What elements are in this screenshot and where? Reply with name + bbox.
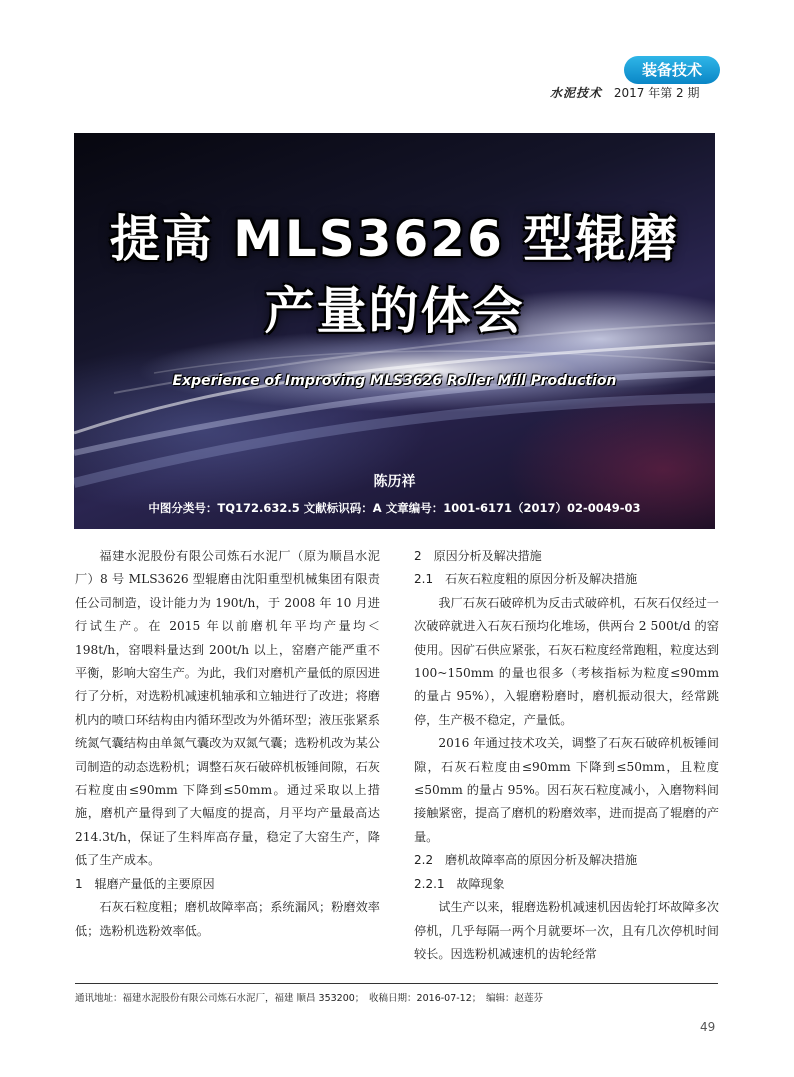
section-1-paragraph: 石灰石粒度粗；磨机故障率高；系统漏风；粉磨效率低；选粉机选粉效率低。 [75,900,380,938]
footnote-divider [75,983,718,984]
page-number: 49 [700,1020,716,1034]
subsection-heading-2-2-1: 2.2.1 故障现象 [414,876,505,891]
right-column [414,545,719,966]
footnote: 通讯地址：福建水泥股份有限公司炼石水泥厂，福建 顺昌 353200； 收稿日期：2016-07-12； 编辑：赵莲芬 [75,993,544,1004]
classification-line: 中图分类号：TQ172.632.5 文献标识码：A 文章编号：1001-6171（2017）02-0049-03 [148,501,641,515]
subsection-heading-2-2: 2.2 磨机故障率高的原因分析及解决措施 [414,853,638,868]
section-heading-2: 2 原因分析及解决措施 [414,549,542,563]
journal-name: 水泥技术 [550,86,603,100]
english-title: Experience of Improving MLS3626 Roller Mill Production [172,373,617,389]
title-banner [74,133,715,529]
title-line-2: 产量的体会 [264,282,525,340]
intro-paragraph: 福建水泥股份有限公司炼石水泥厂（原为顺昌水泥厂）8 号 MLS3626 型辊磨由沈阳重型机械集团有限责任公司制造，设计能力为 190t/h，于 2008 年 10 月进行试生产。在 2015 年以前磨机年平均产量均＜198t/h，窑喂料量达到 200t/h 以上，窑磨产能严重不平衡，影响大窑生产。为此，我们对磨机产量低的原因进行了分析，对选粉机减速机轴承和立轴进行了改进；将磨机内的喷口环结构由内循环型改为外循环型；液压张紧系统氮气囊结构由单氮气囊改为双氮气囊；选粉机改为某公司制造的动态选粉机；调整石灰石破碎机板锤间隙，石灰石粒度由≤90mm 下降到≤50mm。通过采取以上措施，磨机产量得到了大幅度的提高，月平均产量最高达 214.3t/h，保证了生料库高存量，稳定了大窑生产，降低了生产成本。 [75,549,380,868]
section-badge: 装备技术 [624,56,720,84]
paragraph-2-2-1: 试生产以来，辊磨选粉机减速机因齿轮打坏故障多次停机，几乎每隔一两个月就要坏一次，且有几次停机时间较长。因选粉机减速机的齿轮经常 [414,900,719,961]
section-heading-1: 1 辊磨产量低的主要原因 [75,876,215,891]
paragraph-2-1-b: 2016 年通过技术攻关，调整了石灰石破碎机板锤间隙，石灰石粒度由≤90mm 下降到≤50mm，且粒度≤50mm 的量占 95%。因石灰石粒度减小，入磨物料间接触紧密，提高了磨机的粉磨效率，进而提高了辊磨的产量。 [414,736,719,844]
subsection-heading-2-1: 2.1 石灰石粒度粗的原因分析及解决措施 [414,572,638,587]
journal-issue: 2017 年第 2 期 [613,86,700,100]
journal-header [550,84,699,101]
author: 陈历祥 [373,474,416,490]
left-column [75,545,380,943]
title-line-1: 提高 MLS3626 型辊磨 [109,210,680,268]
paragraph-2-1-a: 我厂石灰石破碎机为反击式破碎机，石灰石仅经过一次破碎就进入石灰石预均化堆场，供两台 2 500t/d 的窑使用。因矿石供应紧张，石灰石粒度经常跑粗，粒度达到 100~150mm 的量也很多（考核指标为粒度≤90mm 的量占 95%），入辊磨粉磨时，磨机振动很大，经常跳停，生产极不稳定，产量低。 [414,595,719,727]
